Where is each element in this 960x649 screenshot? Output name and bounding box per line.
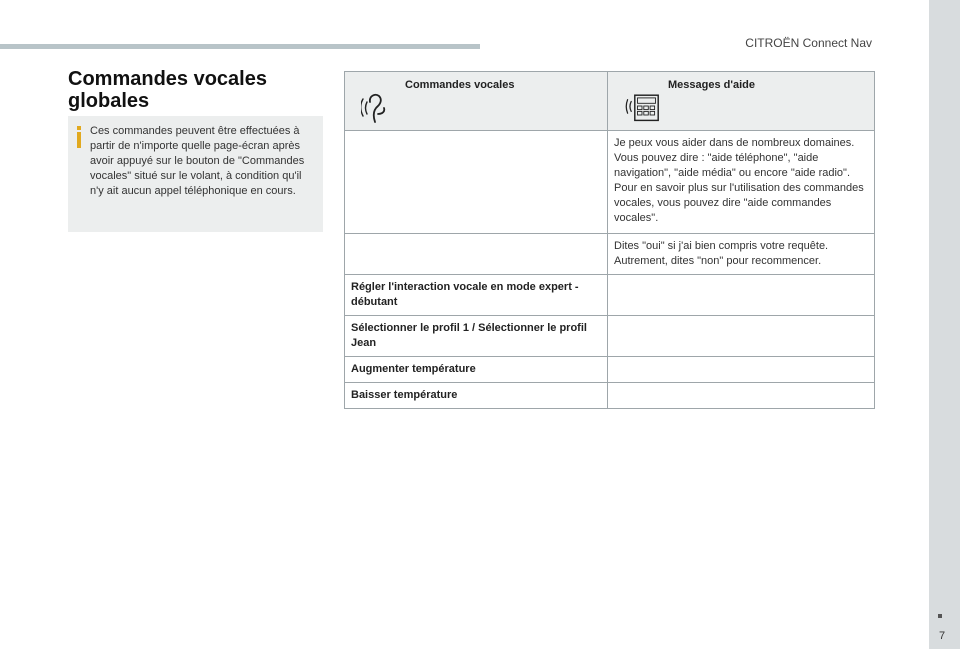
help-cell: Dites "oui" si j'ai bien compris votre requête. Autrement, dites "non" pour recommencer. xyxy=(608,234,875,275)
table-header-row xyxy=(345,72,875,131)
side-strip xyxy=(929,0,960,649)
info-box xyxy=(68,116,323,232)
help-cell xyxy=(608,316,875,357)
command-cell: Sélectionner le profil 1 / Sélectionner le profil Jean xyxy=(345,316,608,357)
help-cell xyxy=(608,383,875,409)
page-marker xyxy=(938,614,942,618)
info-icon xyxy=(77,126,81,148)
command-cell: Baisser température xyxy=(345,383,608,409)
info-text: Ces commandes peuvent être effectuées à partir de n'importe quelle page-écran après avoir appuyé sur le bouton de "Commandes vocales" situé sur le volant, à condition qu'il n'y ait aucun appel téléphonique en cours. xyxy=(90,125,305,197)
help-cell xyxy=(608,357,875,383)
table-row xyxy=(345,275,875,316)
voice-commands-table xyxy=(344,71,875,409)
command-cell: Augmenter température xyxy=(345,357,608,383)
top-rule xyxy=(0,44,480,49)
table-row xyxy=(345,383,875,409)
header-title: CITROËN Connect Nav xyxy=(745,36,872,50)
table-row xyxy=(345,316,875,357)
header-voice-commands xyxy=(345,72,608,131)
table-row xyxy=(345,131,875,234)
command-cell xyxy=(345,234,608,275)
help-cell xyxy=(608,275,875,316)
voice-help-keypad-icon xyxy=(624,88,660,124)
command-cell: Régler l'interaction vocale en mode expert - débutant xyxy=(345,275,608,316)
page-number: 7 xyxy=(938,630,946,642)
header-label: Messages d'aide xyxy=(668,79,755,91)
header-help-messages xyxy=(608,72,875,131)
section-title: Commandes vocales globales xyxy=(68,68,267,112)
table-row xyxy=(345,357,875,383)
table-row xyxy=(345,234,875,275)
help-cell: Je peux vous aider dans de nombreux domaines. Vous pouvez dire : "aide téléphone", "aide navigation", "aide média" ou encore "aide radio". Pour en savoir plus sur l'utilisation des commandes vocales, vous pouvez dire "aide commandes vocales". xyxy=(608,131,875,234)
command-cell xyxy=(345,131,608,234)
header-label: Commandes vocales xyxy=(405,79,515,91)
voice-command-icon xyxy=(361,88,397,124)
